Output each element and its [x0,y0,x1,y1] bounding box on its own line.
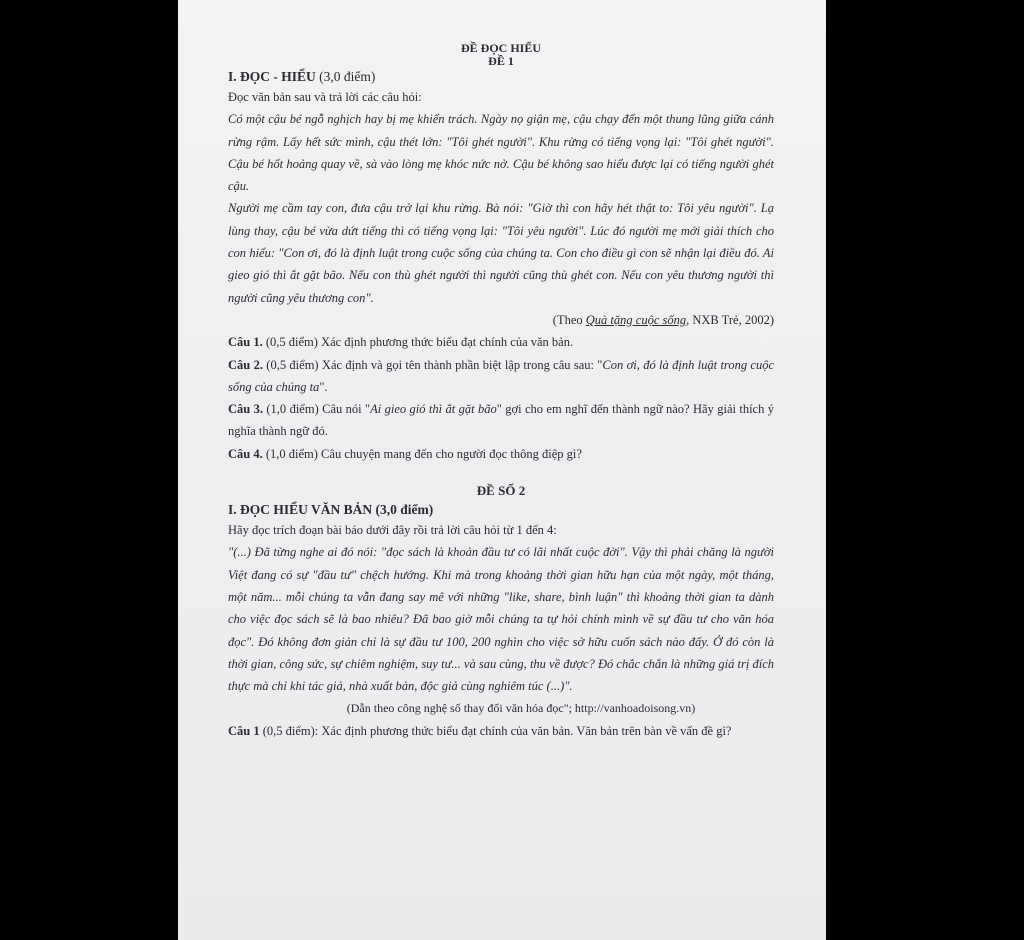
question-text: (1,0 điểm) Câu nói " [263,402,371,417]
question-quote: Con ơi, đó là định luật trong cuộc sống của chúng ta [228,357,775,394]
source-book: Quà tặng cuộc sống [585,312,687,327]
section2-heading: I. ĐỌC HIỂU VĂN BẢN (3,0 điểm) [228,502,434,518]
question-quote: Ai gieo gió thì ắt gặt bão [370,402,497,417]
question-label: Câu 1. [228,335,263,350]
section1-heading-text: I. ĐỌC - HIỂU [228,69,316,84]
section1-heading [228,68,774,86]
question-text: (0,5 điểm) Xác định và gọi tên thành phần biệt lập trong câu sau: " [262,357,603,372]
story-paragraph-2: Người mẹ cầm tay con, đưa cậu trở lại khu rừng. Bà nói: "Giờ thì con hãy hét thật to: Tôi yêu người". Lạ lùng thay, cậu bé vừa dứt tiếng thì có tiếng vọng lại: "Tôi yêu người". Lúc đó người mẹ mới giải thích cho con hiểu: "Con ơi, đó là định luật trong cuộc sống của chúng ta. Con cho điều gì con sẽ nhận lại điều đó. Ai gieo gió thì ắt gặt bão. Nếu con thù ghét người thì người cũng thù ghét con. Nếu con yêu thương người thì người cũng yêu thương con". [228,201,774,305]
question-end: ". [319,379,328,394]
source-prefix: (Theo [552,312,586,327]
article-source: (Dẫn theo công nghệ số thay đổi văn hóa đọc"; http://vanhoadoisong.vn) [346,701,696,716]
section1-instruction: Đọc văn bản sau và trả lời các câu hỏi: [228,90,422,104]
question-label: Câu 4. [228,446,263,461]
question-2 [228,354,774,399]
exam-number: ĐỀ 1 [488,54,514,68]
question-1 [228,331,774,353]
document-page [178,0,826,940]
document-title: ĐỀ ĐỌC HIỂU [460,41,541,55]
article-passage: "(...) Đã từng nghe ai đó nói: "đọc sách là khoản đầu tư có lãi nhất cuộc đời". Vậy thì phải chăng là người Việt đang có sự "đầu tư" chệch hướng. Khi mà trong khoảng thời gian hữu hạn của một ngày, một tháng, một năm... mỗi chúng ta vẫn đang say mê với những "like, share, bình luận" thì khoảng thời gian ta dành cho việc đọc sách sẽ là bao nhiêu? Đã bao giờ mỗi chúng ta tự hỏi chính mình về sự đầu tư cho văn hóa đọc". Đó không đơn giản chỉ là sự đầu tư 100, 200 nghìn cho việc sở hữu cuốn sách nào đấy. Ở đó còn là thời gian, công sức, sự chiêm nghiệm, suy tư... và sau cùng, thu về được? Đó chắc chắn là những giá trị đích thực mà chỉ khi tác giả, nhà xuất bản, độc giả cùng nghiêm túc (...)". [228,545,774,694]
exam-2-title: ĐỀ SỐ 2 [476,483,526,499]
question-label: Câu 3. [228,402,263,417]
section2-question-1 [228,720,774,742]
question-text: (1,0 điểm) Câu chuyện mang đến cho người đọc thông điệp gì? [262,446,582,461]
story-paragraph-1: Có một cậu bé ngỗ nghịch hay bị mẹ khiển trách. Ngày nọ giận mẹ, cậu chạy đến một thung lũng giữa cánh rừng rậm. Lấy hết sức mình, cậu thét lớn: "Tôi ghét người". Khu rừng có tiếng vọng lại: "Tôi ghét người". Cậu bé hốt hoảng quay về, sà vào lòng mẹ khóc nức nở. Cậu bé không sao hiểu được lại có tiếng người ghét cậu. [228,112,774,194]
source-suffix: , NXB Trẻ, 2002) [686,312,774,327]
question-4 [228,443,774,465]
story-source [228,309,774,331]
question-text: (0,5 điểm): Xác định phương thức biểu đạt chính của văn bản. Văn bản trên bàn về vấn đề gì? [259,723,732,738]
question-label: Câu 2. [228,357,263,372]
question-label: Câu 1 [228,723,260,738]
question-3 [228,398,774,443]
section2-instruction: Hãy đọc trích đoạn bài báo dưới đây rồi trả lời câu hỏi từ 1 đến 4: [228,523,557,538]
question-text: (0,5 điểm) Xác định phương thức biểu đạt chính của văn bản. [262,335,574,350]
question-end: " gợi cho em nghĩ đến thành ngữ nào? Hãy giải thích ý nghĩa thành ngữ đó. [228,402,774,439]
section1-points: (3,0 điểm) [319,69,376,84]
